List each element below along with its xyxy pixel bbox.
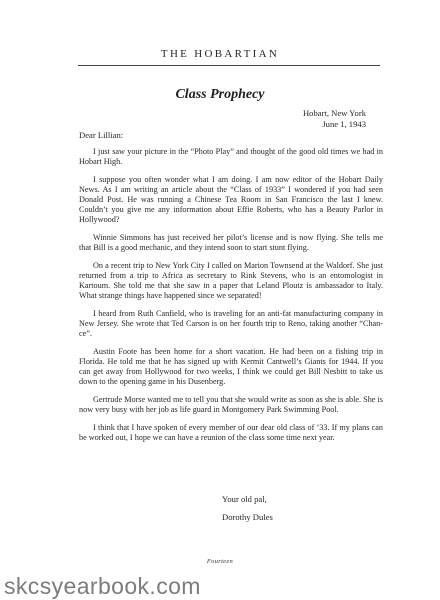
dateline [303, 108, 366, 129]
page-number: Fourteen [206, 558, 234, 565]
closing-phrase: Your old pal, [222, 494, 267, 504]
letter-closing [222, 490, 273, 526]
letter-paragraph: I heard from Ruth Canfield, who is traveling for an anti-fat manufacturing company in New Jersey. She wrote that Ted Carson is on her fourth trip to Reno, taking another “Chan-ce”. [79, 309, 383, 338]
letter-paragraph: I suppose you often wonder what I am doing. I am now editor of the Hobart Daily News. As I am writing an article about the “Class of 1933” I wondered if you had seen Donald Post. He was running a Chinese Tea Room in San Francisco the last I knew. Couldn’t you give me any information about Effie Roberts, who has a Beauty Parlor in Hollywood? [79, 175, 383, 224]
letter-paragraph: I think that I have spoken of every member of our dear old class of ’33. If my plans can be worked out, I hope we can have a reunion of the class some time next year. [79, 423, 383, 442]
letter-paragraph: Gertrude Morse wanted me to tell you that she would write as soon as she is able. She is now very busy with her job as life guard in Montgomery Park Swimming Pool. [79, 395, 383, 414]
letter-paragraph: Winnie Simmons has just received her pilot’s license and is now flying. She tells me that Bill is a good mechanic, and they intend soon to start stunt flying. [79, 233, 383, 252]
letter-paragraph: I just saw your picture in the “Photo Play” and thought of the good old times we had in Hobart High. [79, 147, 383, 166]
page-title: Class Prophecy [175, 87, 265, 102]
watermark: skcsyearbook.com [4, 573, 201, 599]
dateline-place: Hobart, New York [302, 108, 366, 118]
letter-paragraph: Austin Foote has been home for a short vacation. He had been on a fishing trip in Florida. He told me that he has signed up with Kermit Cantwell’s Giants for 1944. If you can get away from Hollywood for two weeks, I think we could get Bill Nesbitt to take us down to the opening game in his Dusenberg. [79, 347, 383, 386]
header-divider [78, 65, 380, 66]
salutation: Dear Lillian: [79, 130, 124, 140]
publication-header: THE HOBARTIAN [160, 48, 280, 60]
letter-body [79, 147, 383, 451]
dateline-date: June 1, 1943 [322, 118, 366, 129]
signature: Dorothy Dules [222, 512, 273, 522]
letter-paragraph: On a recent trip to New York City I called on Marion Townsend at the Waldorf. She just returned from a trip to Africa as secretary to Rink Stevens, who is an entomologist in Kartoum. She told me that she saw in a paper that Leland Ploutz is ambassador to Italy. What strange things have happened since we separated! [79, 261, 383, 300]
